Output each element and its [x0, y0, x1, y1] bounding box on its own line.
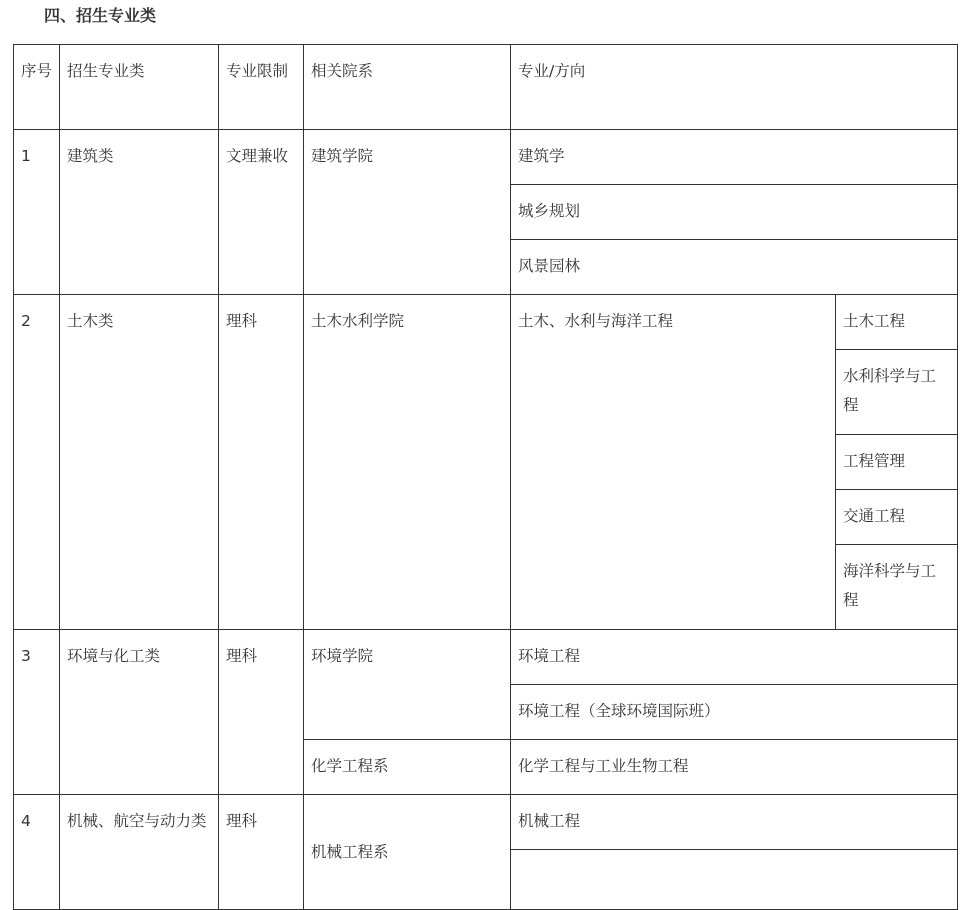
row-category: 环境与化工类: [60, 630, 219, 795]
row-department: 建筑学院: [304, 130, 511, 295]
header-restriction: 专业限制: [219, 45, 304, 130]
row-category: 建筑类: [60, 130, 219, 295]
row-major: 化学工程与工业生物工程: [511, 740, 958, 795]
row-sub-major: 交通工程: [836, 490, 958, 545]
row-department: 化学工程系: [304, 740, 511, 795]
row-restriction: 理科: [219, 795, 304, 910]
row-restriction: 文理兼收: [219, 130, 304, 295]
admission-majors-table: [13, 44, 958, 910]
row-no: 3: [14, 630, 60, 795]
row-sub-major: 土木工程: [836, 295, 958, 350]
header-major: 专业/方向: [511, 45, 958, 130]
row-major: 机械工程: [511, 795, 958, 850]
row-major-group: 土木、水利与海洋工程: [511, 295, 836, 630]
row-restriction: 理科: [219, 630, 304, 795]
row-category: 土木类: [60, 295, 219, 630]
row-major: [511, 850, 958, 910]
table-row: [14, 795, 958, 850]
row-department: 土木水利学院: [304, 295, 511, 630]
row-major: 环境工程（全球环境国际班）: [511, 685, 958, 740]
row-major: 环境工程: [511, 630, 958, 685]
row-department: 机械工程系: [304, 795, 511, 910]
header-no: 序号: [14, 45, 60, 130]
header-category: 招生专业类: [60, 45, 219, 130]
row-no: 4: [14, 795, 60, 910]
table-row: [14, 295, 958, 350]
row-no: 2: [14, 295, 60, 630]
row-major: 建筑学: [511, 130, 958, 185]
row-sub-major: 水利科学与工程: [836, 350, 958, 435]
row-category: 机械、航空与动力类: [60, 795, 219, 910]
table-row: [14, 630, 958, 685]
row-sub-major: 海洋科学与工程: [836, 545, 958, 630]
row-sub-major: 工程管理: [836, 435, 958, 490]
row-no: 1: [14, 130, 60, 295]
table-header-row: [14, 45, 958, 130]
row-department: 环境学院: [304, 630, 511, 740]
row-restriction: 理科: [219, 295, 304, 630]
row-major: 城乡规划: [511, 185, 958, 240]
table-row: [14, 130, 958, 185]
row-major: 风景园林: [511, 240, 958, 295]
section-title: 四、招生专业类: [44, 6, 157, 25]
header-department: 相关院系: [304, 45, 511, 130]
